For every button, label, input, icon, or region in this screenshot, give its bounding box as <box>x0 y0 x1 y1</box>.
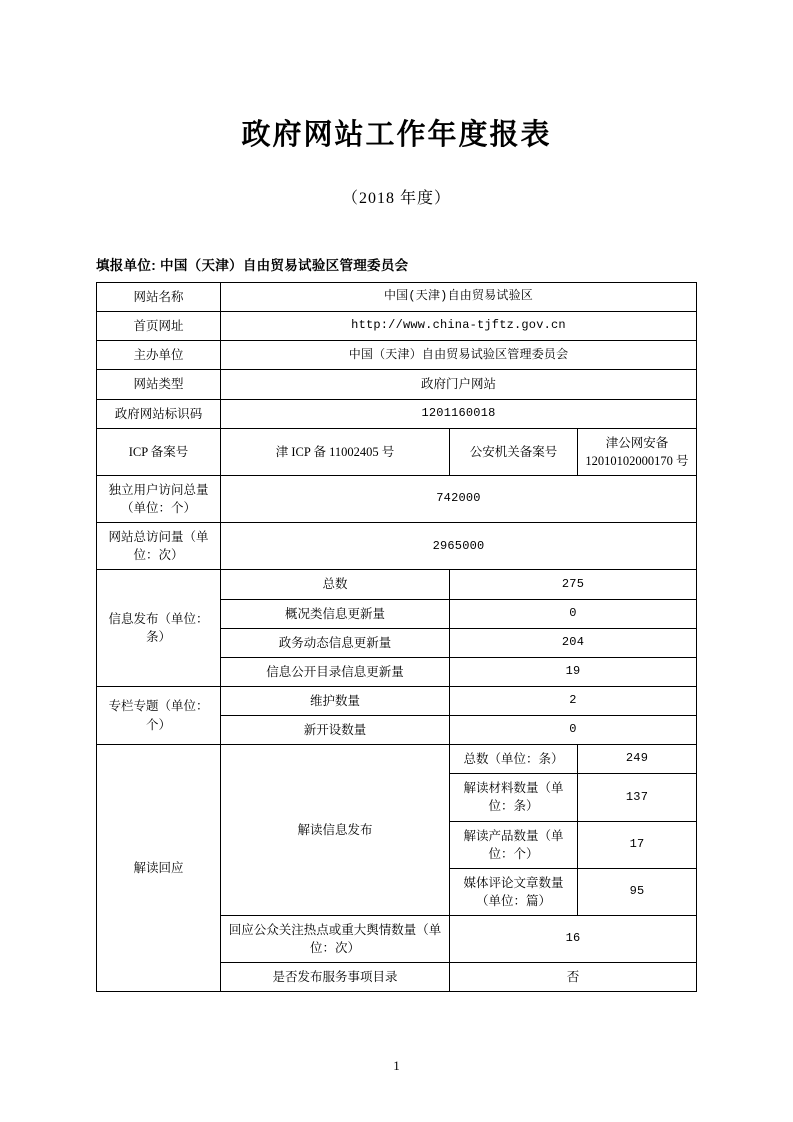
table-row <box>97 399 697 428</box>
sponsor-value: 中国（天津）自由贸易试验区管理委员会 <box>221 341 697 370</box>
unique-visitors-label: 独立用户访问总量（单位：个） <box>97 475 221 522</box>
info-release-row-label: 概况类信息更新量 <box>221 599 450 628</box>
interpretation-row-label: 解读材料数量（单位：条） <box>450 774 578 821</box>
police-record-value: 津公网安备 12010102000170 号 <box>578 428 697 475</box>
page-title: 政府网站工作年度报表 <box>241 119 552 151</box>
site-name-label: 网站名称 <box>97 283 221 312</box>
homepage-label: 首页网址 <box>97 312 221 341</box>
filler-unit-line: 填报单位: 中国（天津）自由贸易试验区管理委员会 <box>96 258 409 273</box>
info-release-row-value: 0 <box>450 599 697 628</box>
interpretation-label: 解读回应 <box>97 745 221 992</box>
service-catalog-label: 是否发布服务事项目录 <box>221 963 450 992</box>
interpretation-release-label: 解读信息发布 <box>221 745 450 916</box>
info-release-row-value: 275 <box>450 570 697 599</box>
table-row <box>97 475 697 522</box>
site-code-label: 政府网站标识码 <box>97 399 221 428</box>
interpretation-row-label: 媒体评论文章数量（单位：篇） <box>450 868 578 915</box>
police-record-label: 公安机关备案号 <box>450 428 578 475</box>
site-name-value: 中国(天津)自由贸易试验区 <box>221 283 697 312</box>
interpretation-row-value: 95 <box>578 868 697 915</box>
hotspot-response-label: 回应公众关注热点或重大舆情数量（单位：次） <box>221 916 450 963</box>
service-catalog-value: 否 <box>450 963 697 992</box>
interpretation-row-label: 总数（单位：条） <box>450 745 578 774</box>
table-row <box>97 312 697 341</box>
table-row <box>97 686 697 715</box>
info-release-row-label: 总数 <box>221 570 450 599</box>
page-number: 1 <box>393 1058 400 1073</box>
table-row <box>97 745 697 774</box>
site-type-value: 政府门户网站 <box>221 370 697 399</box>
column-topic-row-value: 0 <box>450 716 697 745</box>
icp-value: 津 ICP 备 11002405 号 <box>221 428 450 475</box>
table-row <box>97 283 697 312</box>
annual-report-table <box>96 282 697 992</box>
interpretation-row-value: 17 <box>578 821 697 868</box>
homepage-value: http://www.china-tjftz.gov.cn <box>221 312 697 341</box>
interpretation-row-value: 249 <box>578 745 697 774</box>
total-visits-label: 网站总访问量（单位：次） <box>97 523 221 570</box>
info-release-row-value: 19 <box>450 657 697 686</box>
site-type-label: 网站类型 <box>97 370 221 399</box>
info-release-row-value: 204 <box>450 628 697 657</box>
total-visits-value: 2965000 <box>221 523 697 570</box>
sponsor-label: 主办单位 <box>97 341 221 370</box>
interpretation-row-label: 解读产品数量（单位：个） <box>450 821 578 868</box>
table-row <box>97 370 697 399</box>
table-row <box>97 570 697 599</box>
column-topic-row-value: 2 <box>450 686 697 715</box>
site-code-value: 1201160018 <box>221 399 697 428</box>
interpretation-row-value: 137 <box>578 774 697 821</box>
info-release-row-label: 政务动态信息更新量 <box>221 628 450 657</box>
info-release-row-label: 信息公开目录信息更新量 <box>221 657 450 686</box>
column-topic-row-label: 新开设数量 <box>221 716 450 745</box>
column-topic-label: 专栏专题（单位：个） <box>97 686 221 744</box>
table-row <box>97 428 697 475</box>
table-row <box>97 341 697 370</box>
page-subtitle: （2018 年度） <box>341 190 451 207</box>
hotspot-response-value: 16 <box>450 916 697 963</box>
icp-label: ICP 备案号 <box>97 428 221 475</box>
column-topic-row-label: 维护数量 <box>221 686 450 715</box>
table-row <box>97 523 697 570</box>
unique-visitors-value: 742000 <box>221 475 697 522</box>
info-release-label: 信息发布（单位：条） <box>97 570 221 687</box>
